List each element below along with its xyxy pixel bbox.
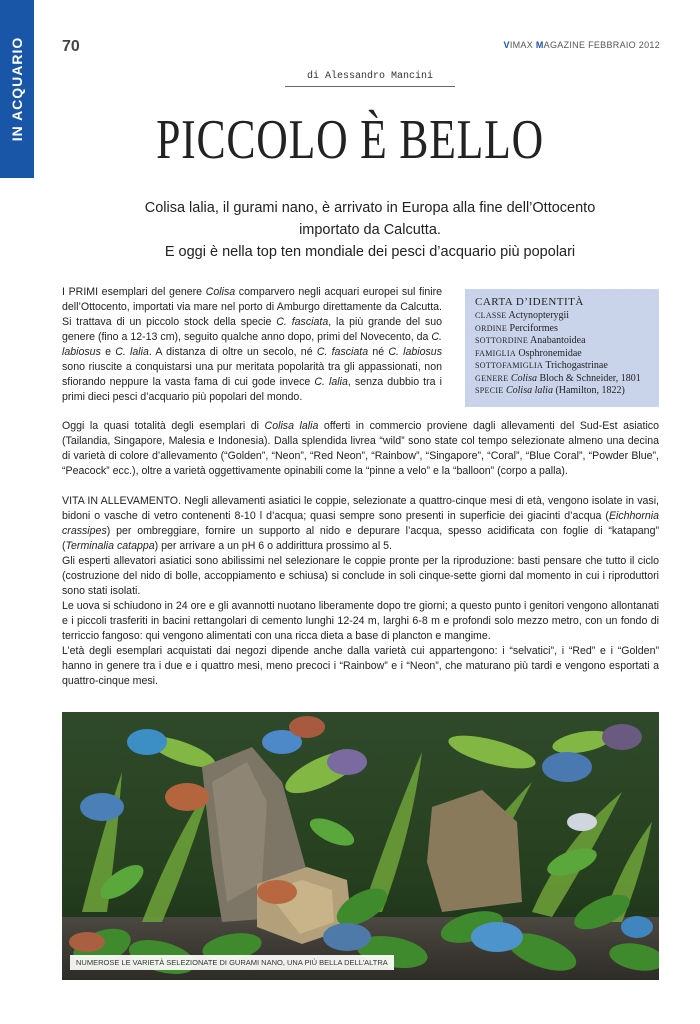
paragraph: VITA IN ALLEVAMENTO. Negli allevamenti asiatici le coppie, selezionate a quattro-cinque mesi di età, vengono isolate in vasi, bidoni o vasche di vetro contenenti 8-10 l d’acqua; quasi sempre sono presenti in superficie dei giacinti d’acqua (Eichhornia crassipes) per ombreggiare, fornire un supporto al nido e depurare l’acqua, spesso acidificata con foglie di “katapang” (Terminalia catappa) per arrivare a un pH 6 o addirittura prossimo al 5. <box>62 495 659 552</box>
identity-card-title: CARTA D’IDENTITÀ <box>475 296 584 308</box>
photo-caption: NUMEROSE LE VARIETÀ SELEZIONATE DI GURAMI NANO, UNA PIÙ BELLA DELL’ALTRA <box>70 955 394 970</box>
identity-row: SPECIE Colisa lalia (Hamilton, 1822) <box>475 385 625 396</box>
identity-row: CLASSE Actynopterygii <box>475 310 570 321</box>
page-number: 70 <box>62 38 80 55</box>
subtitle-line: E oggi è nella top ten mondiale dei pesci d’acquario più popolari <box>164 244 576 260</box>
article-title: PICCOLO È BELLO <box>156 109 544 171</box>
identity-row: FAMIGLIA Osphronemidae <box>475 347 582 359</box>
identity-card <box>465 289 659 407</box>
paragraph: Oggi la quasi totalità degli esemplari di Colisa lalia offerti in commercio proviene dagli allevamenti del Sud-Est asiatico (Tailandia, Singapore, Malesia e Indonesia). Dalla splendida livrea “wild” sono state col tempo selezionate almeno una decina di varietà di colore d’allevamento (“Golden”, “Neon”, “Red Neon”, “Rainbow”, “Singapore”, “Coral”, “Blue Coral”, “Powder Blue”, “Peacock” ecc.), oltre a varietà oggettivamente opinabili come la “pinne a velo” e la “balloon” (corpo a palla). <box>62 420 659 477</box>
paragraph: Le uova si schiudono in 24 ore e gli avannotti nuotano liberamente dopo tre giorni; a questo punto i genitori vengono allontanati e i piccoli trasferiti in bacini rettangolari di cemento lunghi 12-24 m, larghi 6-8 m e profondi solo mezzo metro, con un fondo di terriccio fangoso: qui vengono alimentati con una ricca dieta a base di plancton e mangime. <box>62 600 659 642</box>
identity-row: SOTTORDINE Anabantoidea <box>475 335 586 346</box>
identity-row: GENERE Colisa Bloch & Schneider, 1801 <box>475 372 641 384</box>
identity-row: SOTTOFAMIGLIA Trichogastrinae <box>475 360 608 371</box>
section-tab-label: IN ACQUARIO <box>9 36 25 142</box>
paragraph: L’età degli esemplari acquistati dai negozi dipende anche dalla varietà cui appartengono: i “selvatici”, i “Red” e i “Golden” hanno in genere tra i due e i quattro mesi, meno precoci i “Rainbow” e i “Neon”, che maturano più tardi e vengono esportati a quattro-cinque mesi. <box>62 645 659 687</box>
author-byline: di Alessandro Mancini <box>285 71 455 87</box>
section-tab <box>0 0 34 178</box>
paragraph: Gli esperti allevatori asiatici sono abilissimi nel selezionare le coppie pronte per la riproduzione: basti pensare che tutto il ciclo (costruzione del nido di bolle, accoppiamento e schiusa) si conclude in soli cinque-sette giorni dal momento in cui i riproduttori sono stati isolati. <box>62 555 659 597</box>
article-subtitle <box>100 197 640 263</box>
article-body <box>62 419 659 689</box>
subtitle-line: Colisa lalia, il gurami nano, è arrivato in Europa alla fine dell’Ottocento <box>144 200 596 216</box>
magazine-header: VIMAX MAGAZINE FEBBRAIO 2012 <box>503 40 660 50</box>
identity-row: ORDINE Perciformes <box>475 322 558 334</box>
subtitle-line: importato da Calcutta. <box>299 222 441 238</box>
intro-paragraph: I PRIMI esemplari del genere Colisa comparvero negli acquari europei sul finire dell’Ottocento, importati via mare nel porto di Amburgo direttamente da Calcutta. Si trattava di un piccolo stock della specie C. fasciata, la più grande del suo genere (fino a 12-13 cm), seguito qualche anno dopo, primi del Novecento, da C. labiosus e C. lalia. A distanza di oltre un secolo, né C. fasciata né C. labiosus sono riuscite a conquistarsi una pur meritata popolarità tra gli appassionati, non sfiorando neppure la vasta fama di cui gode invece C. lalia, senza dubbio tra i primi dieci pesci d’acquario più popolari del mondo. <box>62 286 443 403</box>
aquarium-photo <box>62 712 659 980</box>
aquarium-illustration <box>62 712 659 980</box>
